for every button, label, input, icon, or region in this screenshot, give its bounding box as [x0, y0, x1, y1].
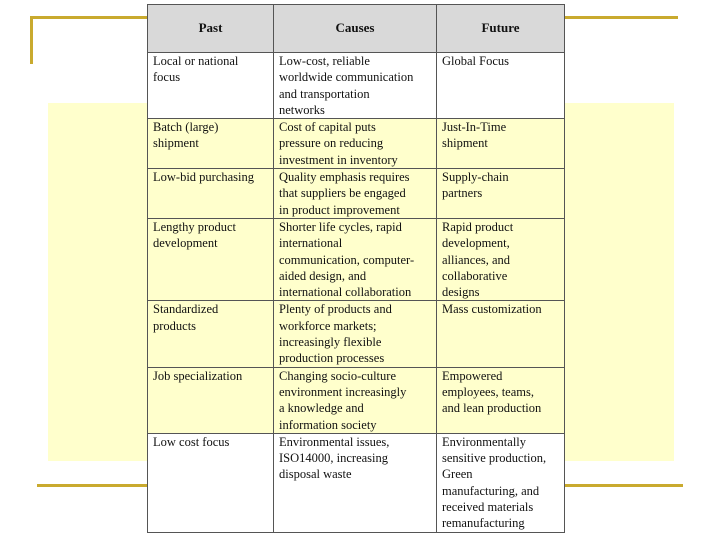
- future-cell: Global Focus: [437, 53, 565, 119]
- past-cell: Lengthy product development: [148, 218, 274, 300]
- past-cell: Job specialization: [148, 367, 274, 433]
- header-causes: Causes: [274, 5, 437, 53]
- causes-cell: Cost of capital puts pressure on reducing investment in inventory: [274, 119, 437, 169]
- causes-cell: Quality emphasis requires that suppliers be engaged in product improvement: [274, 169, 437, 219]
- causes-cell: Environmental issues, ISO14000, increasing disposal waste: [274, 433, 437, 532]
- left-accent-line: [30, 16, 33, 64]
- table-row: [148, 433, 565, 532]
- header-future: Future: [437, 5, 565, 53]
- future-cell: Empowered employees, teams, and lean production: [437, 367, 565, 433]
- table-row: [148, 53, 565, 119]
- table-row: [148, 169, 565, 219]
- header-row: [148, 5, 565, 53]
- past-causes-future-table: [147, 4, 565, 533]
- future-cell: Supply-chain partners: [437, 169, 565, 219]
- table-row: [148, 119, 565, 169]
- past-cell: Standardized products: [148, 301, 274, 367]
- past-cell: Low-bid purchasing: [148, 169, 274, 219]
- causes-cell: Plenty of products and workforce markets; increasingly flexible production processes: [274, 301, 437, 367]
- future-cell: Environmentally sensitive production, Green manufacturing, and received materials remanufacturing: [437, 433, 565, 532]
- header-past: Past: [148, 5, 274, 53]
- causes-cell: Shorter life cycles, rapid international communication, computer- aided design, and international collaboration: [274, 218, 437, 300]
- past-cell: Local or national focus: [148, 53, 274, 119]
- causes-cell: Low-cost, reliable worldwide communication and transportation networks: [274, 53, 437, 119]
- future-cell: Just-In-Time shipment: [437, 119, 565, 169]
- future-cell: Mass customization: [437, 301, 565, 367]
- past-cell: Low cost focus: [148, 433, 274, 532]
- table-row: [148, 301, 565, 367]
- causes-cell: Changing socio-culture environment increasingly a knowledge and information society: [274, 367, 437, 433]
- past-cell: Batch (large) shipment: [148, 119, 274, 169]
- table-row: [148, 367, 565, 433]
- future-cell: Rapid product development, alliances, and collaborative designs: [437, 218, 565, 300]
- table-row: [148, 218, 565, 300]
